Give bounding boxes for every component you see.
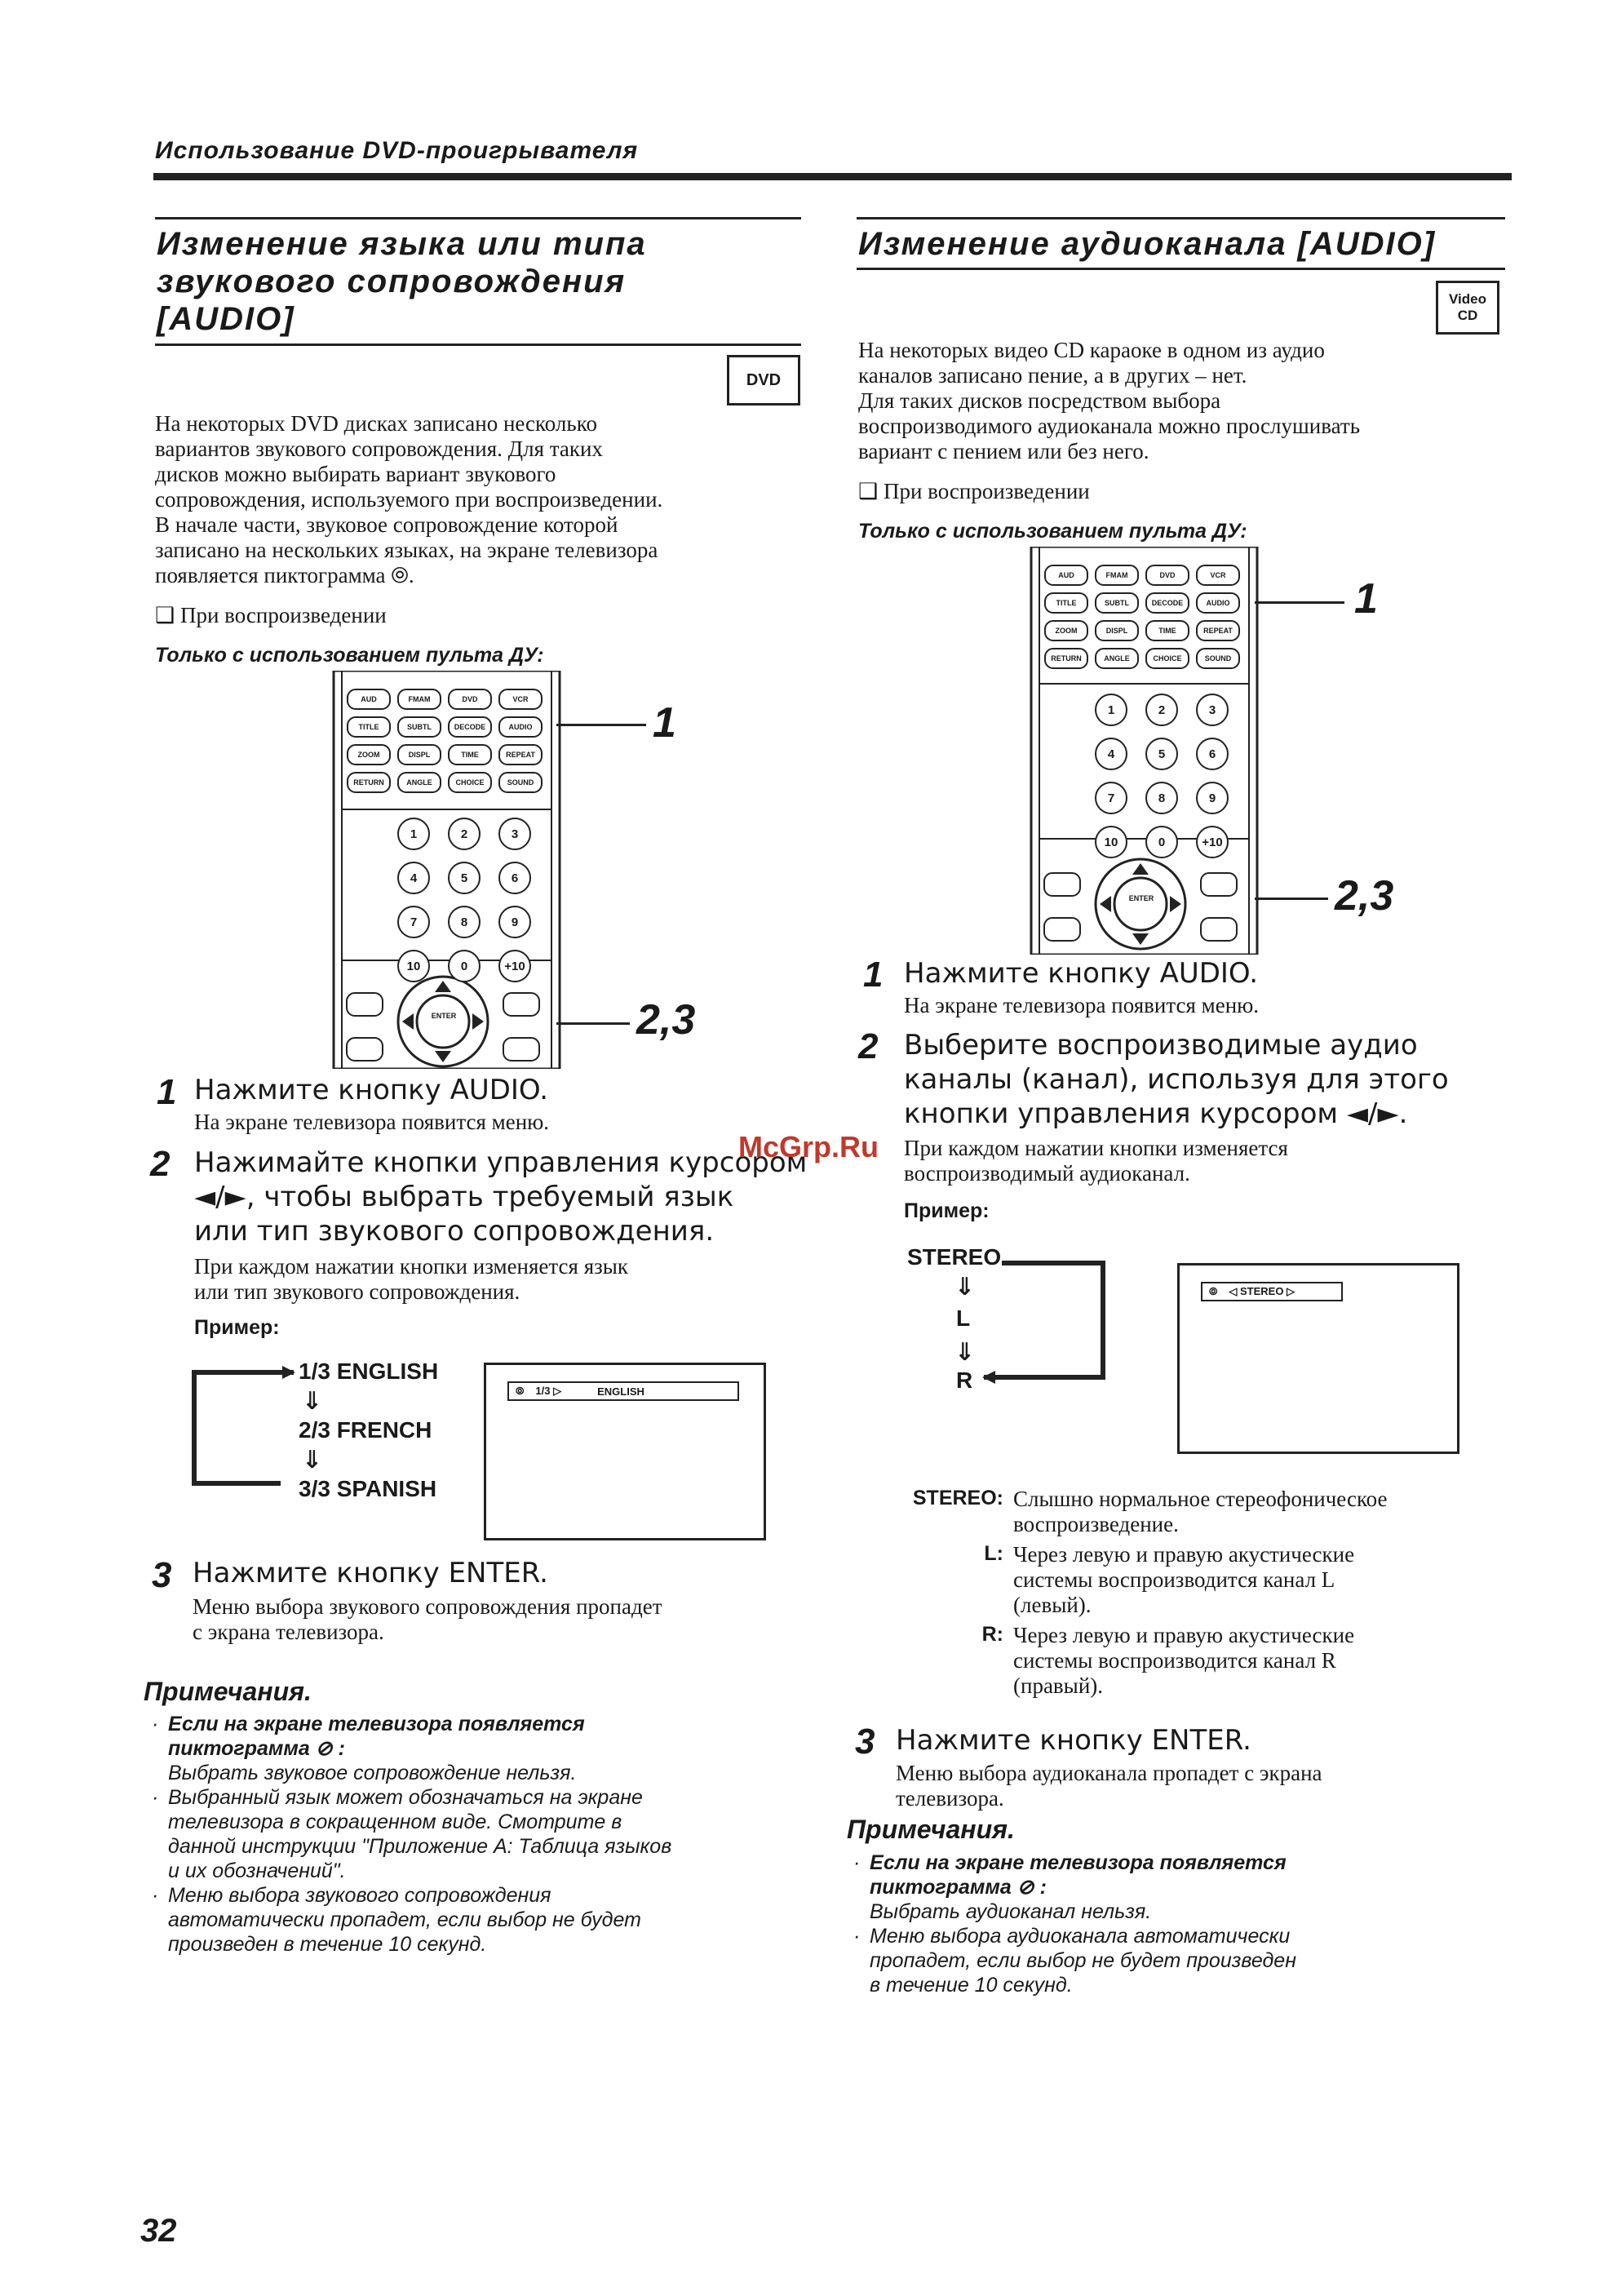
remote-digit: 8 xyxy=(1145,782,1178,814)
left-note-line: телевизора в сокращенном виде. Смотрите в xyxy=(168,1811,622,1833)
right-legend xyxy=(897,1487,1517,1699)
left-remote-digits xyxy=(397,818,544,982)
remote-button: ANGLE xyxy=(397,772,441,793)
right-callout-1: 1 xyxy=(1354,575,1378,623)
remote-digit: 7 xyxy=(397,906,430,938)
video-cd-badge-icon: Video CD xyxy=(1436,281,1499,335)
left-screen-menu-bar xyxy=(507,1381,739,1401)
left-example-item: 1/3 ENGLISH xyxy=(299,1359,439,1384)
left-intro-line: На некоторых DVD дисках записано несколько xyxy=(155,411,597,436)
remote-button: DVD xyxy=(1145,565,1189,586)
remote-button: REPEAT xyxy=(1196,620,1240,641)
left-step1-body: На экране телевизора появится меню. xyxy=(194,1110,550,1134)
left-title-rule-bottom xyxy=(155,344,801,346)
left-intro-line: появляется пиктограмма ⦾. xyxy=(155,563,414,587)
bullet-icon: · xyxy=(152,1713,159,1735)
remote-button: ZOOM xyxy=(1044,620,1088,641)
right-note-line: пропадет, если выбор не будет произведен xyxy=(870,1949,1296,1972)
remote-button: CHOICE xyxy=(1145,648,1189,669)
left-note-line: произведен в течение 10 секунд. xyxy=(168,1933,487,1956)
left-note-line: Выбранный язык может обозначаться на экране xyxy=(168,1786,643,1809)
right-screen-menu-bar xyxy=(1201,1282,1343,1301)
remote-enter-button: ENTER xyxy=(1128,894,1154,902)
remote-digit: 0 xyxy=(1145,826,1178,858)
arrow-down-icon: ⇓ xyxy=(302,1387,323,1416)
left-note-line: Если на экране телевизора появляется xyxy=(168,1713,585,1735)
left-remote-illustration xyxy=(330,671,563,1069)
legend-line: Через левую и правую акустические xyxy=(1013,1542,1355,1567)
remote-button: DECODE xyxy=(1145,592,1189,614)
right-notes-title: Примечания. xyxy=(847,1815,1015,1844)
left-step2-number: 2 xyxy=(150,1144,171,1184)
left-note-line: и их обозначений". xyxy=(168,1859,346,1882)
right-intro-line: На некоторых видео CD караоке в одном из аудио xyxy=(858,338,1325,362)
right-note-line: Выбрать аудиоканал нельзя. xyxy=(870,1900,1152,1923)
right-remote-digits xyxy=(1095,694,1242,858)
legend-line: (левый). xyxy=(1013,1593,1092,1617)
callout-line-1 xyxy=(1255,601,1344,604)
right-title-rule-top xyxy=(857,217,1505,219)
remote-digit: 9 xyxy=(1196,782,1229,814)
left-step1-heading: Нажмите кнопку AUDIO. xyxy=(194,1074,549,1106)
audio-icon: ⦾ xyxy=(516,1385,525,1397)
remote-digit: 4 xyxy=(397,862,430,894)
left-step2-body xyxy=(194,1254,628,1305)
remote-button: DECODE xyxy=(448,716,492,738)
page-header: Использование DVD-проигрывателя xyxy=(155,137,639,164)
right-note-item xyxy=(853,1924,1506,1997)
arrow-down-icon: ⇓ xyxy=(954,1338,976,1367)
right-step2-body-line: воспроизводимый аудиоканал. xyxy=(904,1161,1190,1186)
left-step2-heading-line: или тип звукового сопровождения. xyxy=(194,1215,715,1248)
left-example-label: Пример: xyxy=(194,1316,280,1339)
left-title-rule-top xyxy=(155,217,801,219)
right-step2-heading-line: кнопки управления курсором ◄/►. xyxy=(904,1097,1408,1130)
remote-button: TIME xyxy=(448,744,492,765)
remote-button: ANGLE xyxy=(1095,648,1139,669)
remote-button: FMAM xyxy=(1095,565,1139,586)
callout-line-23 xyxy=(1255,898,1328,900)
left-condition: ❑ При воспроизведении xyxy=(155,603,387,627)
left-note-line: данной инструкции "Приложение А: Таблица языков xyxy=(168,1835,672,1858)
right-note-line: Меню выбора аудиоканала автоматически xyxy=(870,1925,1291,1948)
legend-key: STEREO: xyxy=(912,1487,1003,1509)
legend-row xyxy=(897,1623,1517,1699)
left-notes xyxy=(152,1712,804,1957)
arrow-down-icon: ⇓ xyxy=(302,1446,323,1474)
dvd-badge-icon: DVD xyxy=(727,355,800,406)
remote-digit: 2 xyxy=(448,818,481,850)
left-screen-language: ENGLISH xyxy=(597,1385,644,1398)
remote-digit: 4 xyxy=(1095,738,1127,770)
remote-digit: 3 xyxy=(498,818,531,850)
left-note-line: автоматически пропадет, если выбор не будет xyxy=(168,1908,641,1931)
legend-key: R: xyxy=(981,1623,1003,1646)
right-step1-body: На экране телевизора появится меню. xyxy=(904,993,1260,1017)
remote-button: VCR xyxy=(1196,565,1240,586)
left-step3-body-line: Меню выбора звукового сопровождения пропадет xyxy=(193,1594,662,1619)
left-note-item xyxy=(152,1712,804,1785)
remote-digit: 9 xyxy=(498,906,531,938)
left-example-item: 3/3 SPANISH xyxy=(299,1476,437,1501)
left-remote-top-buttons xyxy=(347,689,551,793)
remote-digit: 10 xyxy=(1095,826,1127,858)
left-step3-body-line: с экрана телевизора. xyxy=(193,1620,384,1644)
left-intro-line: записано на нескольких языках, на экране телевизора xyxy=(155,538,658,562)
right-example-label: Пример: xyxy=(904,1199,990,1222)
legend-line: Слышно нормальное стереофоническое xyxy=(1013,1487,1388,1511)
right-step3-heading: Нажмите кнопку ENTER. xyxy=(896,1724,1251,1757)
watermark: McGrp.Ru xyxy=(738,1130,879,1164)
right-step1-heading: Нажмите кнопку AUDIO. xyxy=(904,957,1259,990)
left-notes-title: Примечания. xyxy=(144,1677,312,1706)
legend-line: Через левую и правую акустические xyxy=(1013,1623,1355,1647)
remote-button: FMAM xyxy=(397,689,441,710)
left-note-line: Выбрать звуковое сопровождение нельзя. xyxy=(168,1762,577,1784)
left-example-item: 2/3 FRENCH xyxy=(299,1417,432,1443)
arrow-down-icon: ⇓ xyxy=(954,1273,976,1301)
right-example-item: L xyxy=(956,1305,971,1331)
bullet-icon: · xyxy=(152,1786,159,1809)
right-step2-heading-line: Выберите воспроизводимые аудио xyxy=(904,1029,1418,1062)
callout-line-1 xyxy=(556,724,646,726)
right-step2-number: 2 xyxy=(858,1026,879,1066)
right-note-line: пиктограмма ⊘ : xyxy=(870,1876,1047,1899)
left-note-item xyxy=(152,1785,804,1883)
remote-button: ZOOM xyxy=(347,744,391,765)
right-remote-illustration xyxy=(1028,547,1260,955)
left-note-line: пиктограмма ⊘ : xyxy=(168,1737,345,1760)
right-intro-line: Для таких дисков посредством выбора xyxy=(858,388,1221,413)
left-step2-body-line: При каждом нажатии кнопки изменяется язык xyxy=(194,1254,629,1279)
remote-button: REPEAT xyxy=(498,744,543,765)
remote-button: SOUND xyxy=(498,772,543,793)
left-screen-track: 1/3 ▷ xyxy=(535,1385,562,1397)
right-step3-body xyxy=(896,1761,1322,1811)
right-step2-body-line: При каждом нажатии кнопки изменяется xyxy=(904,1136,1288,1160)
remote-digit: 7 xyxy=(1095,782,1127,814)
bullet-icon: · xyxy=(152,1884,159,1907)
legend-line: (правый). xyxy=(1013,1673,1104,1698)
right-screen-mode: ◁ STEREO ▷ xyxy=(1229,1285,1295,1297)
right-condition: ❑ При воспроизведении xyxy=(858,479,1090,503)
right-intro-line: вариант с пением или без него. xyxy=(858,439,1149,463)
remote-button: DISPL xyxy=(397,744,441,765)
remote-audio-button: AUDIO xyxy=(1196,592,1240,614)
left-callout-23: 2,3 xyxy=(636,996,696,1044)
callout-line-23 xyxy=(556,1022,630,1025)
legend-line: воспроизведение. xyxy=(1013,1512,1179,1536)
left-step2-heading-line: ◄/►, чтобы выбрать требуемый язык xyxy=(194,1181,734,1213)
remote-digit: +10 xyxy=(498,950,531,982)
remote-digit: 10 xyxy=(397,950,430,982)
left-intro-line: сопровождения, используемого при воспроизведении. xyxy=(155,487,663,512)
left-title-line: Изменение языка или типа xyxy=(157,226,647,262)
left-intro-line: В начале части, звуковое сопровождение которой xyxy=(155,512,618,537)
remote-button: AUD xyxy=(1044,565,1088,586)
left-tv-screen xyxy=(484,1363,766,1540)
remote-button: RETURN xyxy=(1044,648,1088,669)
right-tv-screen xyxy=(1177,1263,1459,1454)
right-notes xyxy=(853,1851,1506,1997)
remote-button: TITLE xyxy=(1044,592,1088,614)
remote-button: RETURN xyxy=(347,772,391,793)
right-step3-body-line: телевизора. xyxy=(896,1786,1004,1811)
left-step3-heading: Нажмите кнопку ENTER. xyxy=(193,1557,548,1589)
legend-row xyxy=(897,1542,1517,1618)
remote-button: TITLE xyxy=(347,716,391,738)
right-title-rule-bottom xyxy=(857,268,1505,270)
remote-button: DVD xyxy=(448,689,492,710)
right-step2-body xyxy=(904,1136,1288,1186)
left-cycle-bracket xyxy=(191,1361,295,1492)
right-callout-23: 2,3 xyxy=(1335,872,1394,920)
remote-button: SOUND xyxy=(1196,648,1240,669)
right-note-line: в течение 10 секунд. xyxy=(870,1974,1073,1997)
left-step3-body xyxy=(193,1594,662,1645)
remote-button: TIME xyxy=(1145,620,1189,641)
left-step2-body-line: или тип звукового сопровождения. xyxy=(194,1279,520,1304)
remote-digit: 1 xyxy=(397,818,430,850)
remote-digit: 5 xyxy=(448,862,481,894)
left-step2-heading xyxy=(194,1146,807,1248)
left-title-line: звукового сопровождения xyxy=(157,264,627,299)
header-rule xyxy=(153,173,1512,180)
right-step2-heading-line: каналы (канал), используя для этого xyxy=(904,1063,1449,1096)
remote-digit: 6 xyxy=(1196,738,1229,770)
right-step3-body-line: Меню выбора аудиоканала пропадет с экрана xyxy=(896,1761,1322,1785)
right-remote-caption: Только с использованием пульта ДУ: xyxy=(858,520,1247,543)
remote-audio-button: AUDIO xyxy=(498,716,543,738)
right-intro xyxy=(858,338,1503,464)
left-title-line: [AUDIO] xyxy=(157,301,295,337)
right-step2-heading xyxy=(904,1028,1449,1131)
legend-line: системы воспроизводится канал R xyxy=(1013,1648,1336,1673)
remote-digit: +10 xyxy=(1196,826,1229,858)
remote-button: AUD xyxy=(347,689,391,710)
left-step3-number: 3 xyxy=(152,1555,172,1595)
right-intro-line: воспроизводимого аудиоканала можно прослушивать xyxy=(858,414,1361,438)
remote-button: VCR xyxy=(498,689,543,710)
left-callout-1: 1 xyxy=(653,699,676,747)
bullet-icon: · xyxy=(853,1925,861,1948)
page-number: 32 xyxy=(140,2213,177,2249)
remote-digit: 8 xyxy=(448,906,481,938)
legend-row xyxy=(897,1487,1517,1537)
left-step1-number: 1 xyxy=(157,1072,177,1112)
right-step3-number: 3 xyxy=(855,1722,875,1762)
remote-button: DISPL xyxy=(1095,620,1139,641)
left-intro-line: дисков можно выбирать вариант звукового xyxy=(155,462,556,486)
right-intro-line: каналов записано пение, а в других – нет. xyxy=(858,363,1247,388)
right-example-item: R xyxy=(956,1367,973,1393)
remote-digit: 5 xyxy=(1145,738,1178,770)
bullet-icon: · xyxy=(853,1851,861,1874)
remote-enter-button: ENTER xyxy=(431,1012,457,1020)
remote-button: CHOICE xyxy=(448,772,492,793)
remote-digit: 1 xyxy=(1095,694,1127,726)
right-section-title: Изменение аудиоканала [AUDIO] xyxy=(858,226,1437,262)
remote-digit: 6 xyxy=(498,862,531,894)
legend-line: системы воспроизводится канал L xyxy=(1013,1567,1335,1592)
left-intro-line: вариантов звукового сопровождения. Для таких xyxy=(155,437,603,461)
right-note-line: Если на экране телевизора появляется xyxy=(870,1851,1287,1874)
left-remote-caption: Только с использованием пульта ДУ: xyxy=(155,644,544,667)
left-step2-heading-line: Нажимайте кнопки управления курсором xyxy=(194,1146,808,1179)
remote-button: SUBTL xyxy=(1095,592,1139,614)
audio-icon: ⦾ xyxy=(1209,1285,1218,1297)
right-remote-top-buttons xyxy=(1044,565,1248,669)
legend-key: L: xyxy=(984,1542,1003,1565)
remote-digit: 2 xyxy=(1145,694,1178,726)
remote-digit: 0 xyxy=(448,950,481,982)
left-note-item xyxy=(152,1883,804,1957)
left-note-line: Меню выбора звукового сопровождения xyxy=(168,1884,551,1907)
right-note-item xyxy=(853,1851,1506,1924)
left-intro xyxy=(155,411,808,588)
right-cycle-bracket xyxy=(979,1255,1109,1385)
right-step1-number: 1 xyxy=(863,955,884,995)
left-section-title xyxy=(157,225,647,338)
right-example-item: STEREO xyxy=(907,1244,1002,1270)
remote-digit: 3 xyxy=(1196,694,1229,726)
remote-button: SUBTL xyxy=(397,716,441,738)
